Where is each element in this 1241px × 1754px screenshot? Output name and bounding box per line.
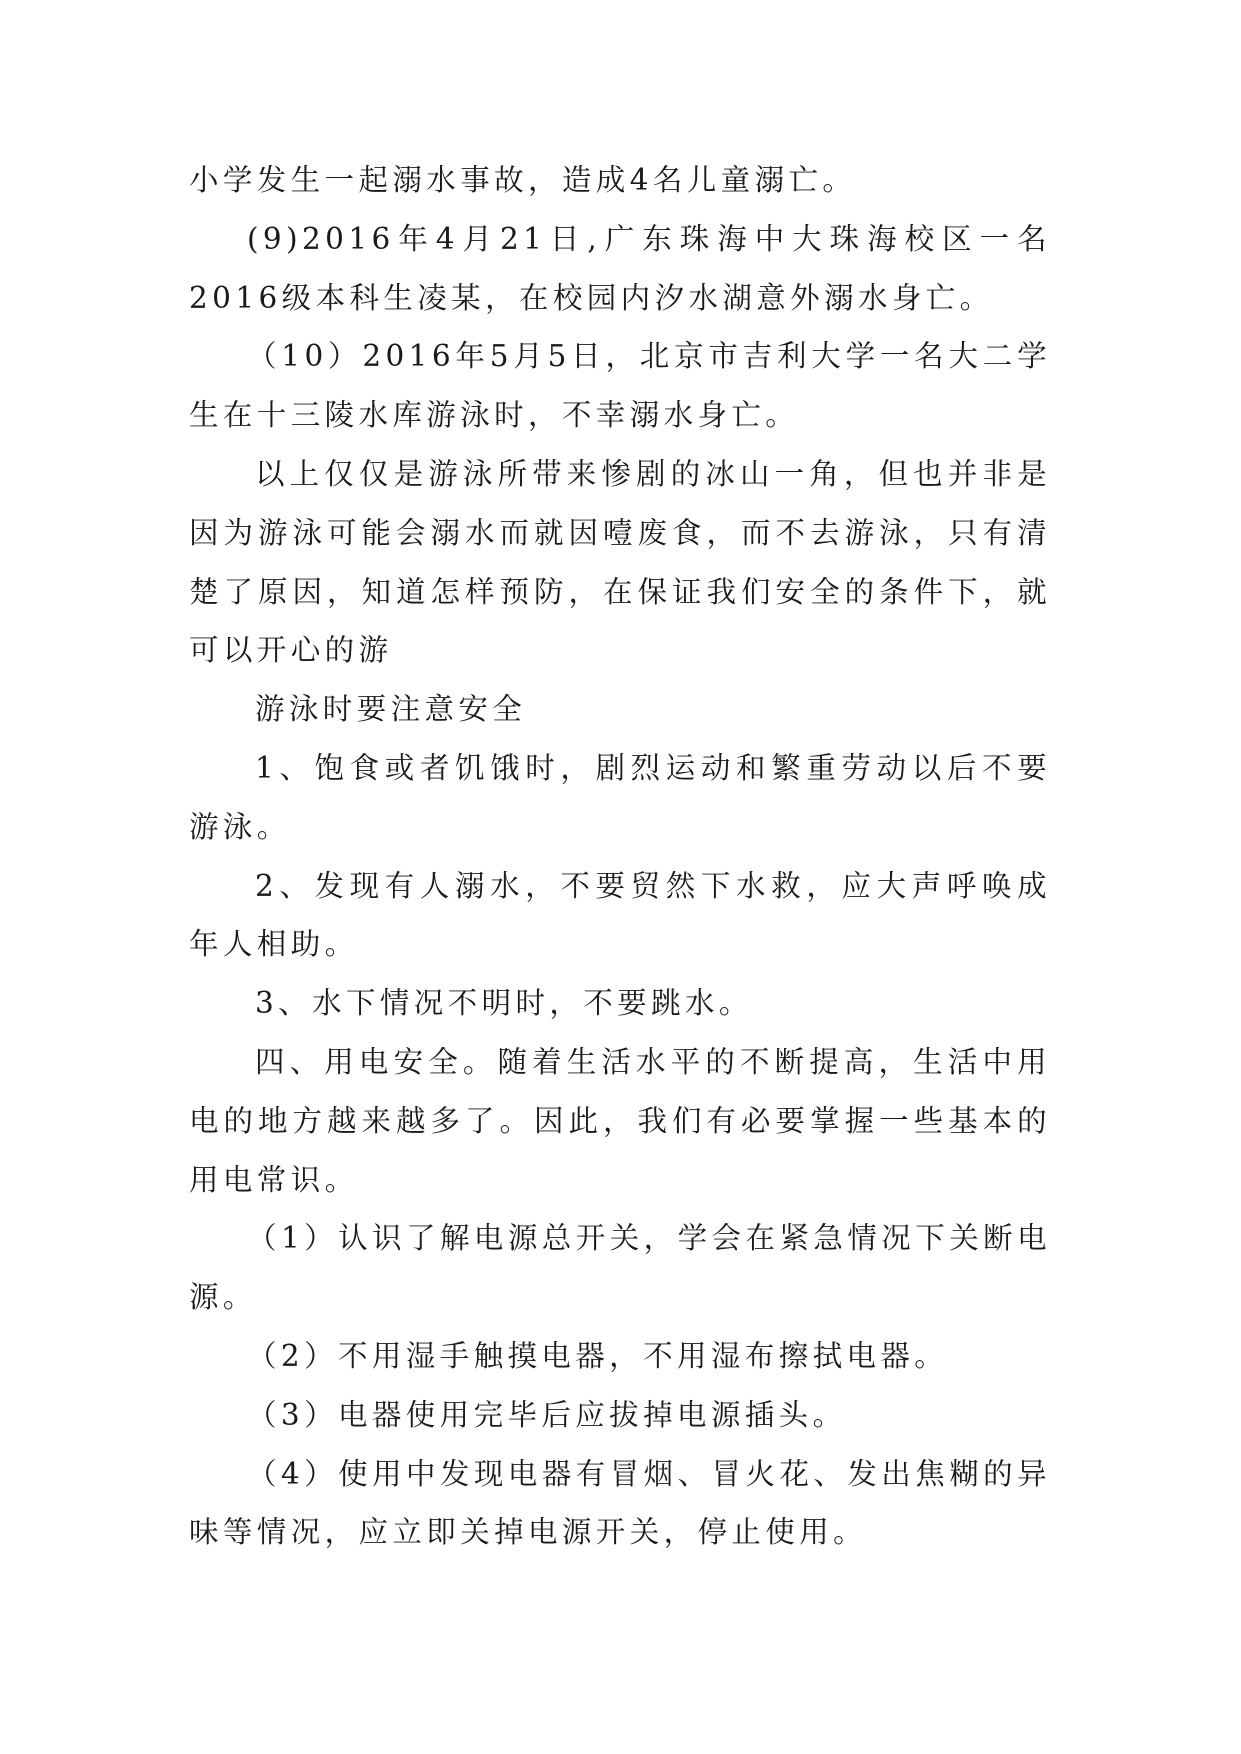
paragraph-case-10: （10）2016年5月5日，北京市吉利大学一名大二学生在十三陵水库游泳时，不幸溺水身亡。 — [189, 339, 1051, 433]
list-item-electric-3: （3）电器使用完毕后应拔掉电源插头。 — [247, 1397, 847, 1432]
list-item-electric-2: （2）不用湿手触摸电器，不用湿布擦拭电器。 — [247, 1338, 949, 1373]
paragraph-drowning-accident-end: 小学发生一起溺水事故，造成4名儿童溺亡。 — [189, 163, 857, 197]
section-electric-safety: 四、用电安全。随着生活水平的不断提高，生活中用电的地方越来越多了。因此，我们有必要掌握一些基本的用电常识。 — [189, 1044, 1051, 1197]
paragraph-summary: 以上仅仅是游泳所带来惨剧的冰山一角，但也并非是因为游泳可能会溺水而就因噎废食，而不去游泳，只有清楚了原因，知道怎样预防，在保证我们安全的条件下，就可以开心的游 — [189, 456, 1051, 668]
list-item-electric-1: （1）认识了解电源总开关，学会在紧急情况下关断电源。 — [189, 1221, 1051, 1315]
list-item-swim-1: 1、饱食或者饥饿时，剧烈运动和繁重劳动以后不要游泳。 — [189, 750, 1051, 844]
heading-swimming-safety: 游泳时要注意安全 — [255, 692, 527, 727]
list-item-swim-3: 3、水下情况不明时，不要跳水。 — [255, 986, 753, 1021]
document-body — [189, 151, 1051, 1562]
list-item-swim-2: 2、发现有人溺水，不要贸然下水救，应大声呼唤成年人相助。 — [189, 868, 1051, 962]
list-item-electric-4: （4）使用中发现电器有冒烟、冒火花、发出焦糊的异味等情况，应立即关掉电源开关，停止使用。 — [189, 1456, 1051, 1550]
paragraph-case-9: (9)2016年4月21日,广东珠海中大珠海校区一名2016级本科生凌某，在校园内汐水湖意外溺水身亡。 — [189, 221, 1051, 315]
